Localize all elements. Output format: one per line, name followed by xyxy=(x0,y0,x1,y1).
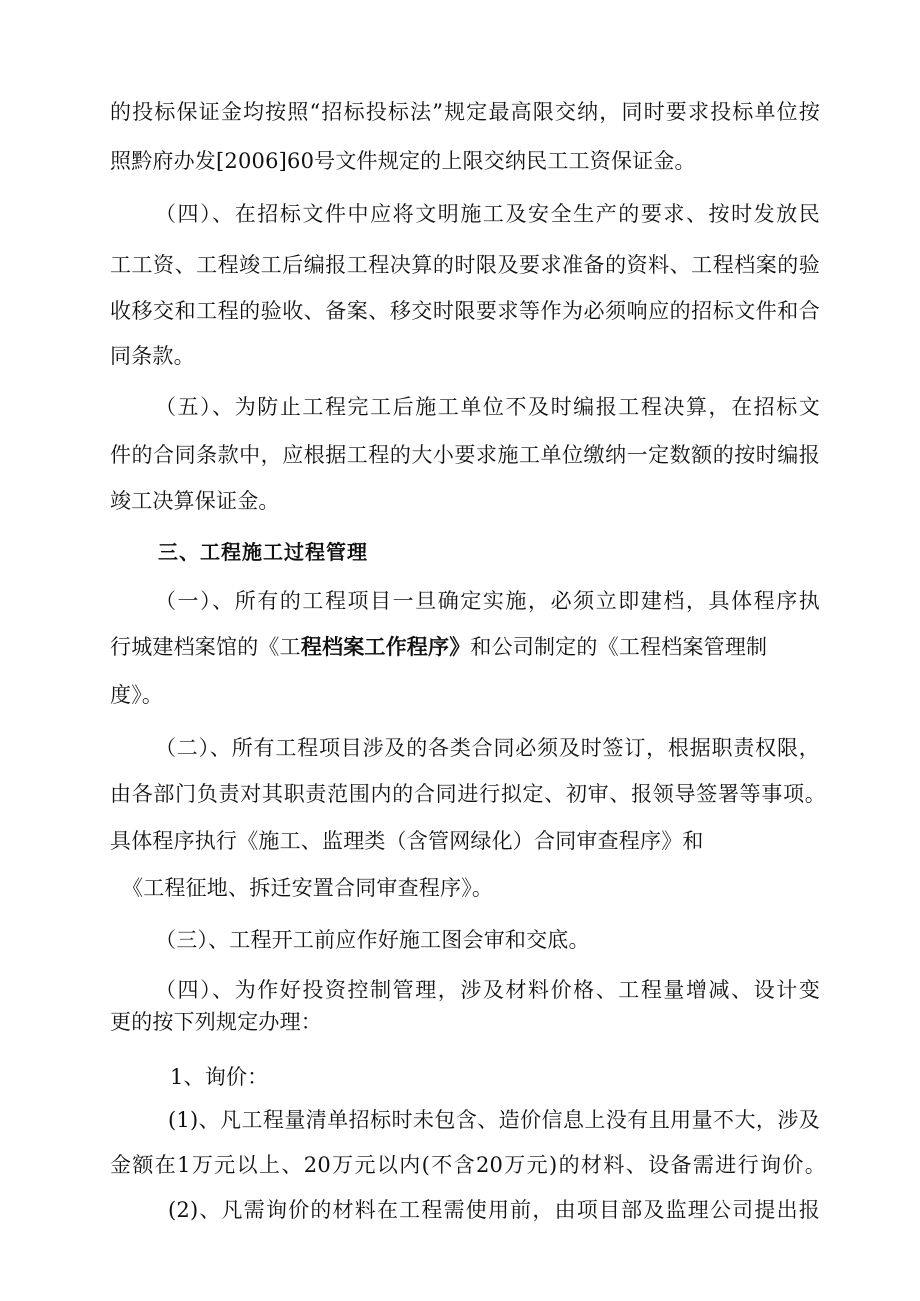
paragraph-line: 更的按下列规定办理： xyxy=(110,1010,322,1034)
paragraph-line: （四）、在招标文件中应将文明施工及安全生产的要求、按时发放民 xyxy=(155,202,820,226)
text-run: 和公司制定的《工程档案管理制 xyxy=(470,635,768,659)
paragraph-line: （二）、所有工程项目涉及的各类合同必须及时签订，根据职责权限， xyxy=(155,736,820,760)
paragraph-line: (2)、凡需询价的材料在工程需使用前，由项目部及监理公司提出报 xyxy=(168,1198,820,1222)
paragraph-line: （四）、为作好投资控制管理，涉及材料价格、工程量增减、设计变 xyxy=(155,978,820,1002)
paragraph-line: 度》。 xyxy=(110,683,164,707)
paragraph-line-mixed xyxy=(110,632,820,662)
text-run-bold: 程档案工作程序》 xyxy=(300,635,471,659)
paragraph-line: （三）、工程开工前应作好施工图会审和交底。 xyxy=(155,928,590,952)
section-heading: 三、工程施工过程管理 xyxy=(158,540,368,564)
paragraph-line: 具体程序执行《施工、监理类（含管网绿化）合同审查程序》和 xyxy=(110,829,704,853)
paragraph-line: 金额在1万元以上、20万元以内(不含20万元)的材料、设备需进行询价。 xyxy=(110,1153,826,1177)
paragraph-line: 工工资、工程竣工后编报工程决算的时限及要求准备的资料、工程档案的验 xyxy=(110,253,820,277)
paragraph-line: (1)、凡工程量清单招标时未包含、造价信息上没有且用量不大，涉及 xyxy=(168,1108,820,1132)
paragraph-line: 件的合同条款中，应根据工程的大小要求施工单位缴纳一定数额的按时编报 xyxy=(110,443,820,467)
paragraph-line: 由各部门负责对其职责范围内的合同进行拟定、初审、报领导签署等事项。 xyxy=(110,782,826,806)
paragraph-line: 同条款。 xyxy=(110,344,195,368)
paragraph-line: 竣工决算保证金。 xyxy=(110,489,280,513)
paragraph-line: 的投标保证金均按照“招标投标法”规定最高限交纳，同时要求投标单位按 xyxy=(110,100,820,124)
paragraph-line: （五）、为防止工程完工后施工单位不及时编报工程决算，在招标文 xyxy=(155,395,820,419)
list-item-heading: 1、询价： xyxy=(170,1065,269,1089)
paragraph-line: 收移交和工程的验收、备案、移交时限要求等作为必须响应的招标文件和合 xyxy=(110,299,820,323)
text-run: 行城建档案馆的《工 xyxy=(110,635,301,659)
paragraph-line: （一）、所有的工程项目一旦确定实施，必须立即建档，具体程序执 xyxy=(155,589,820,613)
paragraph-line: 《工程征地、拆迁安置合同审查程序》。 xyxy=(122,876,494,900)
paragraph-line: 照黔府办发[2006]60号文件规定的上限交纳民工工资保证金。 xyxy=(110,149,696,173)
